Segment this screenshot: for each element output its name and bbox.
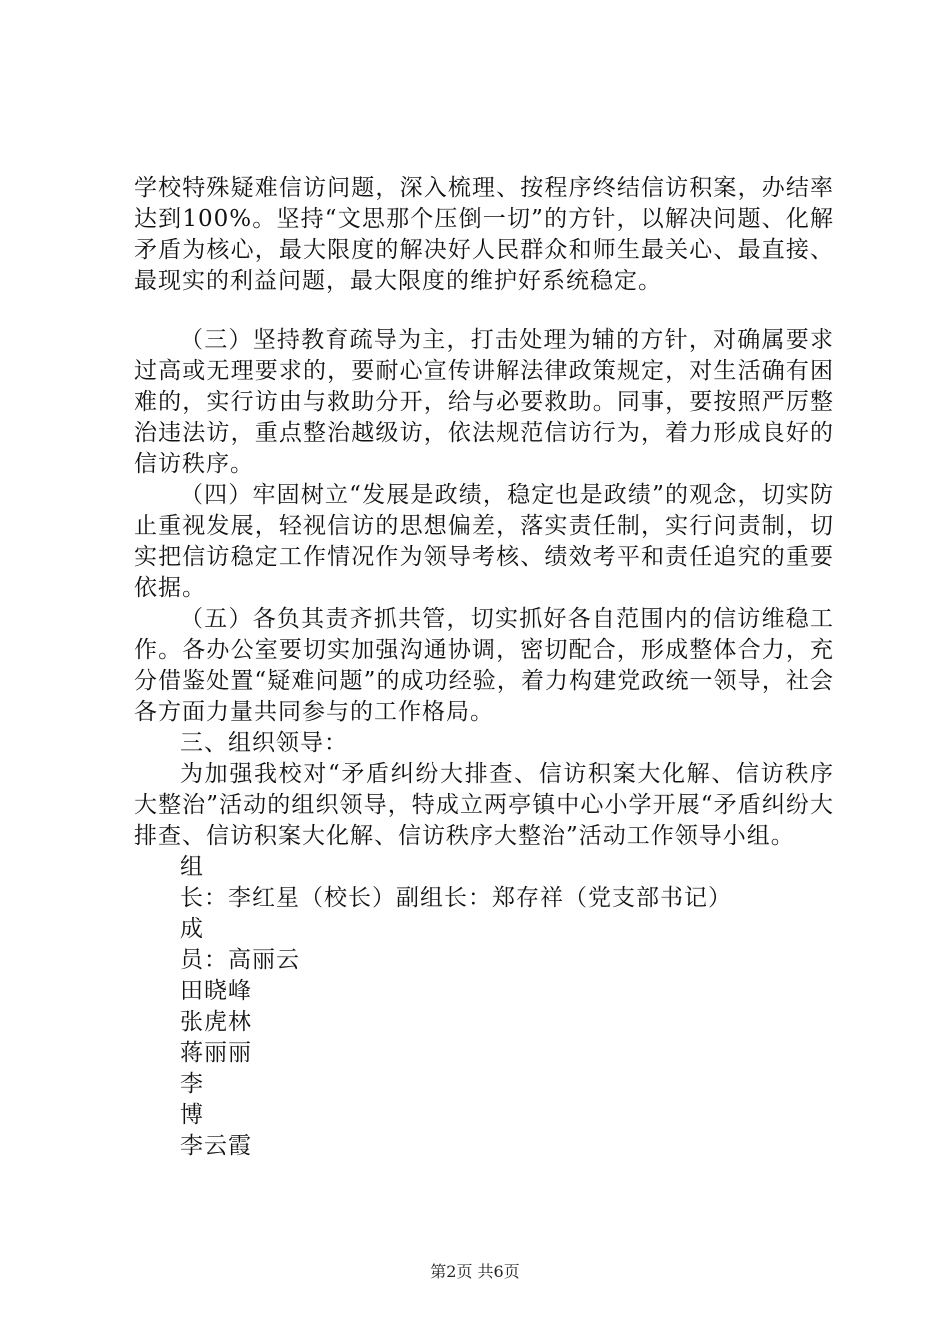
member-line: 田晓峰 (180, 978, 252, 1004)
member-line: 成 (180, 916, 204, 942)
paragraph-item-5: （五）各负其责齐抓共管，切实抓好各自范围内的信访维稳工作。各办公室要切实加强沟通协调，密切配合，形成整体合力，充分借鉴处置“疑难问题”的成功经验，着力构建党政统一领导，社会各方面力量共同参与的工作格局。 (134, 606, 834, 725)
page-number-footer: 第2页 共6页 (430, 1262, 520, 1281)
paragraph-item-3: （三）坚持教育疏导为主，打击处理为辅的方针，对确属要求过高或无理要求的，要耐心宣传讲解法律政策规定，对生活确有困难的，实行访由与救助分开，给与必要救助。同事，要按照严厉整治违法访，重点整治越级访，依法规范信访行为，着力形成良好的信访秩序。 (134, 327, 834, 477)
section-heading-organization: 三、组织领导： (180, 730, 348, 756)
member-line: 长：李红星（校长）副组长：郑存祥（党支部书记） (180, 885, 732, 911)
member-line: 李 (180, 1071, 204, 1097)
member-line: 李云霞 (180, 1133, 252, 1159)
document-body (134, 173, 834, 1162)
member-list (134, 852, 834, 1162)
paragraph-leadership-group: 为加强我校对“矛盾纠纷大排查、信访积案大化解、信访秩序大整治”活动的组织领导，特成立两亭镇中心小学开展“矛盾纠纷大排查、信访积案大化解、信访秩序大整治”活动工作领导小组。 (134, 761, 834, 849)
paragraph-petition-resolution: 学校特殊疑难信访问题，深入梳理、按程序终结信访积案，办结率达到100%。坚持“文思那个压倒一切”的方针，以解决问题、化解矛盾为核心，最大限度的解决好人民群众和师生最关心、最直接、最现实的利益问题，最大限度的维护好系统稳定。 (134, 175, 834, 294)
member-line: 博 (180, 1102, 204, 1128)
member-line: 张虎林 (180, 1009, 252, 1035)
member-line: 蒋丽丽 (180, 1040, 252, 1066)
member-line: 组 (180, 854, 204, 880)
paragraph-item-4: （四）牢固树立“发展是政绩，稳定也是政绩”的观念，切实防止重视发展，轻视信访的思想偏差，落实责任制，实行问责制，切实把信访稳定工作情况作为领导考核、绩效考平和责任追究的重要依据。 (134, 482, 834, 601)
member-line: 员：高丽云 (180, 947, 300, 973)
